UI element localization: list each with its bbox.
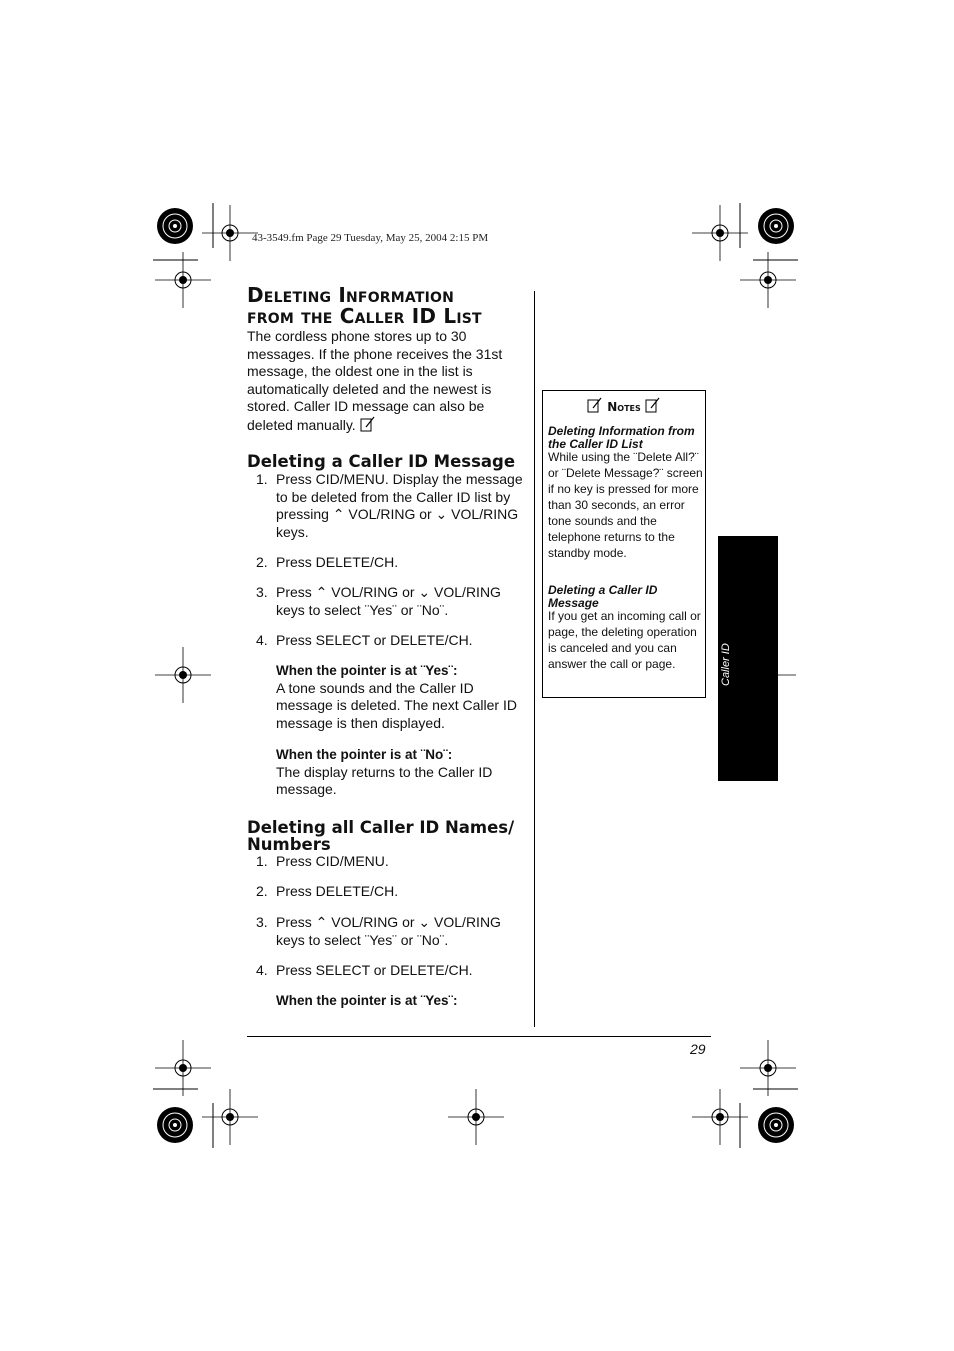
note-icon <box>645 397 661 413</box>
step-text: Press SELECT or DELETE/CH. <box>276 962 473 978</box>
list-item <box>256 914 531 950</box>
step-text: Press CID/MENU. <box>276 853 389 869</box>
step-number: 4. <box>256 632 268 648</box>
list-item <box>256 554 531 572</box>
notes-box <box>542 390 706 698</box>
step-text: Press DELETE/CH. <box>276 554 399 570</box>
intro-paragraph <box>247 328 532 435</box>
section2-heading-line1: Deleting all Caller ID Names/ <box>247 818 515 837</box>
note-icon <box>587 397 603 413</box>
page-title-line1: Deleting Information <box>247 283 455 307</box>
step-number: 4. <box>256 962 268 978</box>
note1-heading: Deleting Information from the Caller ID List <box>548 424 695 451</box>
step-number: 2. <box>256 883 268 899</box>
note-icon <box>360 416 376 432</box>
no-result <box>276 746 531 799</box>
list-item <box>256 883 531 901</box>
yes-label: When the pointer is at ¨Yes¨: <box>276 663 458 678</box>
intro-text: The cordless phone stores up to 30 messages. If the phone receives the 31st message, the oldest one in the list is automatically deleted and the newest is stored. Caller ID message can also be deleted manually. <box>247 328 503 433</box>
section1-heading: Deleting a Caller ID Message <box>247 452 516 471</box>
side-tab <box>718 536 778 781</box>
step-text: Press ⌃ VOL/RING or ⌄ VOL/RING keys to select ¨Yes¨ or ¨No¨. <box>276 584 501 618</box>
column-divider <box>534 291 535 1027</box>
note2-text: If you get an incoming call or page, the deleting operation is canceled and you can answer the call or page. <box>548 609 701 671</box>
list-item <box>256 962 531 980</box>
section2-heading-line2: Numbers <box>247 835 331 854</box>
note2-heading: Deleting a Caller ID Message <box>548 583 658 610</box>
notes-title-text: Notes <box>607 400 641 414</box>
step-text: Press CID/MENU. Display the message to be deleted from the Caller ID list by pressing ⌃ VOL/RING or ⌄ VOL/RING keys. <box>276 471 523 540</box>
note1-text: While using the ¨Delete All?¨ or ¨Delete Message?¨ screen if no key is pressed for more than 30 seconds, an error tone sounds and the telephone returns to the standby mode. <box>548 450 703 560</box>
side-tab-label: Caller ID <box>720 643 732 686</box>
step-number: 2. <box>256 554 268 570</box>
list-item <box>256 471 531 543</box>
step-text: Press DELETE/CH. <box>276 883 399 899</box>
yes-result <box>276 662 531 732</box>
footer-rule <box>247 1036 711 1037</box>
list-item <box>256 853 531 871</box>
yes-label-2: When the pointer is at ¨Yes¨: <box>276 993 458 1008</box>
no-text: The display returns to the Caller ID message. <box>276 763 493 798</box>
file-header: 43-3549.fm Page 29 Tuesday, May 25, 2004 2:15 PM <box>252 232 489 244</box>
step-number: 1. <box>256 471 268 487</box>
step-text: Press ⌃ VOL/RING or ⌄ VOL/RING keys to select ¨Yes¨ or ¨No¨. <box>276 914 501 948</box>
step-number: 3. <box>256 584 268 600</box>
section2-heading <box>247 819 537 853</box>
yes-text: A tone sounds and the Caller ID message is deleted. The next Caller ID message is then displayed. <box>276 679 517 731</box>
step-number: 1. <box>256 853 268 869</box>
list-item <box>256 584 531 620</box>
step-number: 3. <box>256 914 268 930</box>
page-number: 29 <box>690 1041 706 1057</box>
page-title <box>247 285 547 327</box>
notes-title <box>543 397 705 415</box>
step-text: Press SELECT or DELETE/CH. <box>276 632 473 648</box>
page-title-line2: from the Caller ID List <box>247 304 482 328</box>
list-item <box>256 632 531 650</box>
no-label: When the pointer is at ¨No¨: <box>276 747 453 762</box>
